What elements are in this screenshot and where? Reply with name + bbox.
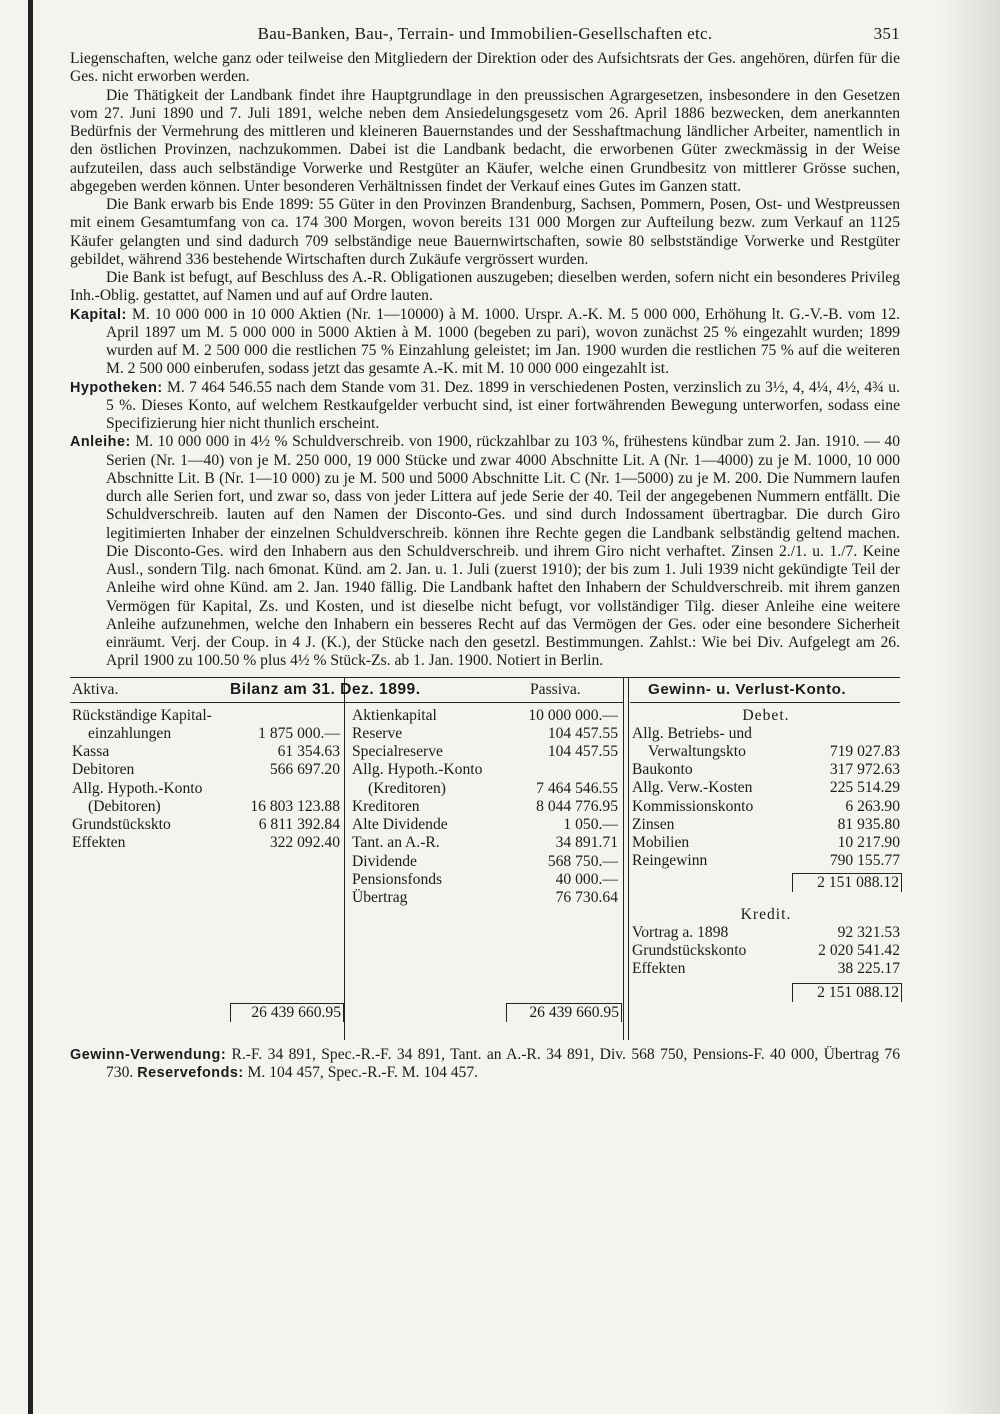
kredit-label: Kredit. bbox=[740, 905, 792, 923]
row-amount: 568 750.— bbox=[547, 852, 618, 870]
table-row bbox=[352, 834, 618, 852]
paragraph: Die Thätigkeit der Landbank findet ihre Hauptgrundlage in den preussischen Agrargesetzen, insbesondere in den Gesetzen vom 27. Juni 1890 und 7. Juli 1891, welche neben dem Ansiedelungsgesetz vom 26. April 1886 bezwecken, dem anerkannten Bedürfnis der Vermehrung des mittleren und kleineren Bauernstandes und der Sesshaftmachung ländlicher Arbeiter, namentlich in den östlichen Provinzen, nachzukommen. Dabei ist die Landbank bedacht, die erworbenen Güter zweckmässig in der Weise aufzuteilen, dass auch selbständige Vorwerke und Restgüter an Käufer, welche einen Grundbesitz von mittlerer Grösse suchen, abgegeben werden können. Unter besonderen Verhältnissen findet der Verkauf eines Gutes im Ganzen statt. bbox=[70, 86, 900, 195]
table-row bbox=[72, 816, 340, 834]
table-row bbox=[632, 725, 900, 743]
table-row bbox=[632, 816, 900, 834]
row-amount: 104 457.55 bbox=[547, 724, 618, 742]
row-amount: 317 972.63 bbox=[829, 761, 900, 778]
row-amount: 40 000.— bbox=[555, 870, 618, 888]
table-row bbox=[632, 761, 900, 779]
row-label: Kassa bbox=[72, 743, 110, 760]
table-row bbox=[632, 960, 900, 978]
row-amount: 10 217.90 bbox=[837, 834, 900, 851]
binding-rule bbox=[28, 0, 33, 1414]
row-label: (Kreditoren) bbox=[368, 779, 446, 797]
passiva-list bbox=[352, 707, 618, 908]
row-amount: 92 321.53 bbox=[837, 923, 900, 941]
header-title: Bau-Banken, Bau-, Terrain- und Immobilien-Gesellschaften etc. bbox=[257, 24, 713, 43]
row-label: Vortrag a. 1898 bbox=[632, 923, 729, 941]
row-amount: 2 020 541.42 bbox=[818, 941, 900, 959]
row-label: Effekten bbox=[72, 834, 126, 852]
section-label: Anleihe: bbox=[70, 434, 131, 451]
row-label: Mobilien bbox=[632, 834, 690, 851]
table-row bbox=[352, 853, 618, 871]
table-row bbox=[632, 852, 900, 870]
section-kapital bbox=[70, 306, 900, 379]
row-label: Pensionsfonds bbox=[352, 870, 443, 888]
row-label: Grundstückskonto bbox=[632, 941, 747, 959]
paragraph: Liegenschaften, welche ganz oder teilweise den Mitgliedern der Direktion oder des Aufsichtsrats der Ges. angehören, dürfen für die Ges. nicht erworben werden. bbox=[70, 50, 900, 86]
row-label: Specialreserve bbox=[352, 743, 443, 760]
row-label: Effekten bbox=[632, 960, 686, 977]
gv-verwendung-label: Gewinn-Verwendung: bbox=[70, 1046, 227, 1063]
row-amount: 719 027.83 bbox=[829, 742, 900, 760]
row-label: Allg. Hypoth.-Konto bbox=[72, 779, 203, 797]
financial-statements bbox=[70, 677, 900, 1040]
table-row bbox=[632, 834, 900, 852]
row-label: Allg. Hypoth.-Konto bbox=[352, 761, 483, 779]
kredit-total: 2 151 088.12 bbox=[792, 983, 902, 1002]
row-label: Baukonto bbox=[632, 761, 693, 778]
section-hypotheken bbox=[70, 379, 900, 434]
row-label: Übertrag bbox=[352, 889, 408, 906]
document-page bbox=[70, 22, 900, 1082]
table-row bbox=[352, 761, 618, 779]
paragraph: Die Bank ist befugt, auf Beschluss des A.-R. Obligationen auszugeben; dieselben werden, sofern nicht ein besonderes Privileg Inh.-Oblig. gestattet, auf Namen und auf auf Ordre lauten. bbox=[70, 269, 900, 305]
section-anleihe bbox=[70, 433, 900, 670]
row-amount: 38 225.17 bbox=[837, 960, 900, 977]
table-row bbox=[632, 779, 900, 797]
debet-label: Debet. bbox=[742, 706, 790, 724]
table-row bbox=[632, 924, 900, 942]
row-amount: 790 155.77 bbox=[829, 852, 900, 870]
row-amount: 566 697.20 bbox=[269, 761, 340, 779]
table-row bbox=[352, 743, 618, 761]
gv-header-rule bbox=[630, 702, 900, 703]
passiva-label: Passiva. bbox=[530, 680, 581, 698]
bilanz-column-divider bbox=[344, 678, 345, 1040]
row-amount: 7 464 546.55 bbox=[536, 779, 618, 797]
bilanz-title: Bilanz am 31. Dez. 1899. bbox=[230, 680, 421, 698]
row-amount: 225 514.29 bbox=[829, 779, 900, 797]
section-label: Hypotheken: bbox=[70, 379, 163, 396]
section-text: M. 10 000 000 in 4½ % Schuldverschreib. von 1900, rückzahlbar zu 103 %, frühestens kündbar zum 2. Jan. 1910. — 40 Serien (Nr. 1—40) von je M. 250 000, 19 000 Stücke und zwar 4000 Abschnitte Lit. A (Nr. 1—4000) zu je M. 1000, 10 000 Abschnitte Lit. B (Nr. 1—10 000) zu je M. 500 und 5000 Abschnitte Lit. C (Nr. 1—5000) zu je M. 200. Die Nummern laufen durch alle Serien fort, und zwar so, dass von jeder Littera auf jede Serie der 40. Teil der angegebenen Nummern entfällt. Die Schuldverschreib. lauten auf den Namen der Disconto-Ges. und sind durch Indossament übertragbar. Die durch Giro legitimierten Inhaber der einzelnen Schuldverschreib. können ihre Rechte gegen die Landbank selbständig geltend machen. Die Disconto-Ges. wird den Inhabern aus den Schuldverschreib. und ihrem Giro nicht verhaftet. Zinsen 2./1. u. 1./7. Keine Ausl., sondern Tilg. nach 6monat. Künd. am 2. Jan. u. 1. Juli (zuerst 1910); der bis zum 1. Juli 1939 nicht gekündigte Teil der Anleihe wird ohne Künd. am 2. Jan. 1940 fällig. Die Landbank haftet den Inhabern der Schuldverschreib. mit ihrem ganzen Vermögen für Kapital, Zs. und Kosten, und ist dieselbe nicht befugt, vor vollständiger Tilg. dieser Anleihe eine weitere Anleihe aufzunehmen, welche den Inhabern ein besseres Recht auf das Vermögen der Ges. oder eine besondere Sicherheit einräumt. Verj. der Coup. in 4 J. (K.), der Stücke nach den gesetzl. Bestimmungen. Zahlst.: Wie bei Div. Aufgelegt am 26. April 1900 zu 100.50 % plus 4½ % Stück-Zs. ab 1. Jan. 1900. Notiert in Berlin. bbox=[106, 433, 900, 670]
section-text: M. 7 464 546.55 nach dem Stande vom 31. Dez. 1899 in verschiedenen Posten, verzinslich zu 3½, 4, 4¼, 4½, 4¾ u. 5 %. Dieses Konto, auf welchem Restkaufgelder verbucht sind, ist einer fortwährenden Bewegung unterworfen, sodass eine Specifizierung hier nicht thunlich erscheint. bbox=[106, 378, 900, 432]
aktiva-label: Aktiva. bbox=[72, 680, 119, 698]
section-label: Kapital: bbox=[70, 306, 127, 323]
row-amount: 61 354.63 bbox=[277, 743, 340, 760]
aktiva-total: 26 439 660.95 bbox=[230, 1003, 344, 1022]
table-row bbox=[72, 798, 340, 816]
table-row bbox=[632, 743, 900, 761]
table-row bbox=[72, 780, 340, 798]
kredit-list bbox=[632, 924, 900, 979]
row-label: Allg. Betriebs- und bbox=[632, 724, 752, 742]
row-label: Aktienkapital bbox=[352, 706, 437, 724]
row-amount: 104 457.55 bbox=[547, 743, 618, 760]
row-label: Reserve bbox=[352, 724, 403, 742]
row-amount: 81 935.80 bbox=[837, 815, 900, 833]
table-row bbox=[72, 743, 340, 761]
paragraph: Die Bank erwarb bis Ende 1899: 55 Güter in den Provinzen Brandenburg, Sachsen, Pommern, Posen, Ost- und Westpreussen mit einem Gesamtumfang von ca. 174 300 Morgen, wovon bereits 131 000 Morgen zur Aufteilung bezw. zum Verkauf an 1125 Käufer gelangten und sind dadurch 709 selbständige neue Bauernwirtschaften, sowie 80 selbstständige Vorwerke und Restgüter gebildet, während 336 bestehende Wirtschaften durch Zukäufe vergrössert wurden. bbox=[70, 196, 900, 268]
row-label: Reingewinn bbox=[632, 852, 708, 870]
reservefonds-label: Reservefonds: bbox=[137, 1064, 244, 1081]
row-label: Alte Dividende bbox=[352, 816, 448, 833]
row-label: Dividende bbox=[352, 852, 417, 870]
table-row bbox=[632, 798, 900, 816]
table-row bbox=[72, 707, 340, 725]
row-label: Rückständige Kapital- bbox=[72, 706, 212, 724]
bilanz-header-rule bbox=[70, 702, 623, 703]
row-amount: 34 891.71 bbox=[555, 834, 618, 852]
row-label: Kreditoren bbox=[352, 797, 420, 815]
debet-list bbox=[632, 725, 900, 871]
gv-title: Gewinn- u. Verlust-Konto. bbox=[648, 680, 847, 698]
table-divider bbox=[623, 678, 624, 1040]
row-label: Zinsen bbox=[632, 815, 675, 833]
table-row bbox=[352, 725, 618, 743]
table-row bbox=[352, 889, 618, 907]
table-row bbox=[352, 798, 618, 816]
debet-total: 2 151 088.12 bbox=[792, 873, 902, 892]
running-header bbox=[70, 22, 900, 50]
row-amount: 1 050.— bbox=[563, 816, 618, 833]
table-divider bbox=[628, 678, 629, 1040]
table-row bbox=[72, 725, 340, 743]
section-text: M. 10 000 000 in 10 000 Aktien (Nr. 1—10000) à M. 1000. Urspr. A.-K. M. 5 000 000, Erhöhung lt. G.-V.-B. vom 12. April 1897 um M. 5 000 000 in 5000 Aktien à M. 1000 (begeben zu pari), wovon zunächst 25 % eingezahlt wurden; 1899 wurden auf M. 2 500 000 die restlichen 75 % Einzahlung geleistet; im Jan. 1900 wurden die restlichen 75 % auf die weiteren M. 2 500 000 einberufen, sodass jetzt das gesamte A.-K. mit M. 10 000 000 eingezahlt ist. bbox=[106, 305, 900, 378]
row-label: Tant. an A.-R. bbox=[352, 834, 440, 852]
gv-verwendung-text: R.-F. 34 891, Spec.-R.-F. 34 891, Tant. an A.-R. 34 891, Div. 568 750, Pensions-F. 40 000, Übertrag 76 730. bbox=[106, 1045, 900, 1081]
row-amount: 322 092.40 bbox=[269, 834, 340, 852]
row-amount: 6 263.90 bbox=[845, 797, 900, 815]
row-amount: 1 875 000.— bbox=[258, 724, 340, 742]
aktiva-list bbox=[72, 707, 340, 853]
row-label: Kommissionskonto bbox=[632, 797, 754, 815]
row-label: Grundstückskto bbox=[72, 816, 171, 833]
gewinn-verwendung bbox=[70, 1046, 900, 1083]
row-amount: 8 044 776.95 bbox=[536, 797, 618, 815]
reservefonds-text: M. 104 457, Spec.-R.-F. M. 104 457. bbox=[243, 1063, 479, 1081]
table-row bbox=[632, 942, 900, 960]
table-row bbox=[352, 816, 618, 834]
row-label: einzahlungen bbox=[88, 724, 172, 742]
page-number: 351 bbox=[873, 24, 900, 43]
row-amount: 76 730.64 bbox=[555, 889, 618, 906]
table-row bbox=[72, 834, 340, 852]
row-amount: 16 803 123.88 bbox=[250, 797, 340, 815]
row-label: Verwaltungskto bbox=[648, 742, 746, 760]
passiva-total: 26 439 660.95 bbox=[506, 1003, 622, 1022]
row-amount: 10 000 000.— bbox=[528, 706, 618, 724]
row-label: Debitoren bbox=[72, 761, 135, 779]
row-label: (Debitoren) bbox=[88, 797, 161, 815]
row-amount: 6 811 392.84 bbox=[258, 816, 340, 833]
table-row bbox=[352, 871, 618, 889]
row-label: Allg. Verw.-Kosten bbox=[632, 779, 753, 797]
table-row bbox=[352, 780, 618, 798]
table-row bbox=[352, 707, 618, 725]
page-edge-shadow bbox=[940, 0, 1000, 1414]
table-row bbox=[72, 761, 340, 779]
